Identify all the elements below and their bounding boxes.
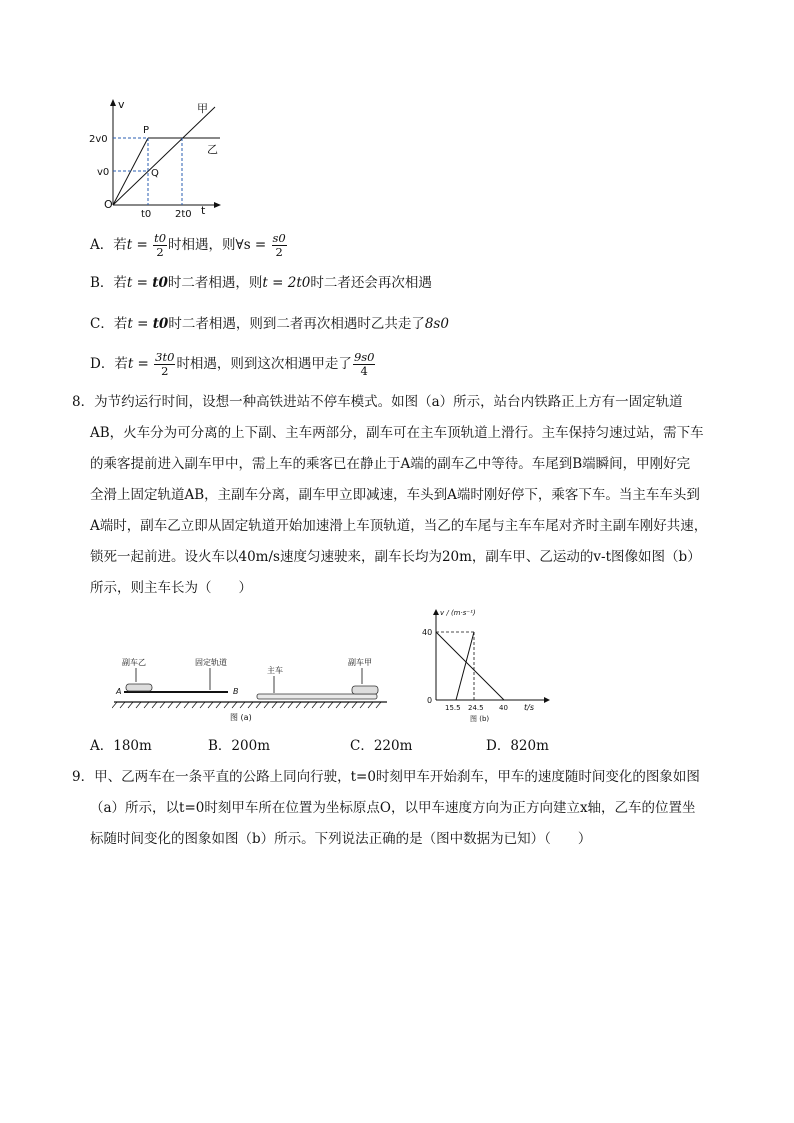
fig-a-fuche-jia: 副车甲: [348, 658, 372, 667]
opt-a-mid: 时相遇，则∀s: [168, 237, 251, 253]
opt-a-frac1-den: 2: [156, 245, 164, 259]
opt-a-frac1-num: t0: [154, 231, 167, 245]
opt-b-t2: t: [262, 275, 268, 291]
t-label: t: [201, 204, 206, 217]
fig-b-x-tick-24-5: 24.5: [468, 704, 484, 712]
opt-c-t: t: [127, 316, 133, 332]
opt-b-eq: =: [132, 275, 153, 291]
t-axis-arrow: [214, 202, 221, 208]
fig-a-car-yi: [126, 684, 152, 691]
q8-option-b: B．200m: [208, 738, 270, 754]
fig-a-zhuche: 主车: [267, 666, 283, 675]
q8-line-1: 8．为节约运行时间，设想一种高铁进站不停车模式。如图（a）所示，站台内铁路正上方有一固定轨道: [72, 394, 683, 410]
o-label: O: [104, 198, 113, 211]
opt-a-frac2: [272, 232, 287, 259]
q9-line-2: （a）所示，以t=0时刻甲车所在位置为坐标原点O，以甲车速度方向为正方向建立x轴，乙车的位置坐: [90, 800, 696, 816]
figure-a: [112, 648, 392, 726]
v-label: v: [118, 98, 125, 111]
opt-b-val: t0: [152, 275, 168, 291]
fig-a-main-train: [257, 694, 377, 699]
fig-a-fuche-yi: 副车乙: [122, 658, 146, 667]
fig-b-line-jia: [436, 632, 504, 700]
opt-d-eq: =: [133, 356, 154, 372]
q7-option-d: [90, 351, 376, 378]
opt-a-t: t: [126, 237, 133, 253]
opt-a-frac1: [153, 232, 167, 259]
vt-graph-q7: [85, 95, 235, 220]
opt-d-frac1-den: 2: [161, 364, 169, 378]
opt-d-frac1-num: 3t0: [155, 350, 175, 364]
opt-d-mid: 时相遇，则到这次相遇甲走了: [176, 356, 352, 372]
opt-b-mid: 时二者相遇，则: [167, 275, 263, 291]
opt-c-val2: 8s0: [424, 316, 449, 332]
q8-line-5: A端时，副车乙立即从固定轨道开始加速滑上车顶轨道，当乙的车尾与主车车尾对齐时主副车刚好共速，: [90, 518, 708, 534]
opt-c-eq: =: [132, 316, 153, 332]
tick-2v0: 2v0: [89, 134, 108, 145]
q-label: Q: [151, 168, 159, 179]
fig-b-origin: 0: [427, 696, 433, 705]
opt-d-frac2-den: 4: [360, 364, 368, 378]
tick-v0: v0: [97, 167, 110, 178]
q7-option-c: [90, 315, 449, 333]
fig-b-y-label: v / (m·s⁻¹): [440, 609, 476, 617]
opt-c-pre: C．若: [90, 316, 128, 332]
q7-option-b: [90, 274, 432, 292]
q8-line-4: 全滑上固定轨道AB，主副车分离，副车甲立即减速，车头到A端时刚好停下，乘客下车。当主车车头到: [90, 487, 700, 503]
opt-a-eq: =: [132, 237, 153, 253]
jia-label: 甲: [197, 102, 208, 115]
figure-b: [418, 606, 558, 724]
opt-b-eq2: =: [267, 275, 288, 291]
q9-line-3: 标随时间变化的图象如图（b）所示。下列说法正确的是（图中数据为已知）（ ）: [90, 831, 592, 847]
q8-option-d: D．820m: [486, 738, 549, 754]
opt-b-pre: B．若: [90, 275, 127, 291]
fig-b-line-yi: [456, 632, 474, 700]
fig-a-guding: 固定轨道: [195, 658, 227, 667]
fig-b-y-arrow: [433, 609, 439, 615]
q7-option-a: [90, 232, 288, 259]
yi-label: 乙: [207, 143, 218, 156]
fig-b-x-label: t/s: [524, 703, 534, 712]
opt-d-frac2: [353, 351, 376, 378]
fig-a-caption: 图 (a): [230, 713, 252, 722]
q9-line-1: 9．甲、乙两车在一条平直的公路上同向行驶，t=0时刻甲车开始刹车，甲车的速度随时间变化的图象如图: [72, 769, 700, 785]
fig-a-label-b: B: [233, 687, 239, 696]
opt-a-eq2: =: [250, 237, 271, 253]
opt-d-frac1: [154, 351, 175, 378]
v-axis-arrow: [110, 99, 116, 106]
fig-b-caption: 图 (b): [470, 715, 490, 723]
opt-d-frac2-num: 9s0: [353, 350, 375, 364]
p-label: P: [143, 125, 150, 136]
fig-b-y-tick: 40: [422, 628, 433, 637]
q8-option-c: C．220m: [350, 738, 413, 754]
opt-b-post: 时二者还会再次相遇: [310, 275, 432, 291]
line-jia: [113, 107, 215, 205]
q8-line-7: 所示，则主车长为（ ）: [90, 580, 252, 596]
opt-c-val: t0: [152, 316, 169, 332]
fig-a-ground-hatch: [112, 702, 381, 708]
opt-b-val2: 2t0: [287, 275, 311, 291]
opt-d-pre: D．若: [90, 356, 128, 372]
fig-b-x-arrow: [544, 697, 550, 703]
fig-b-x-tick-40: 40: [499, 704, 508, 712]
opt-a-frac2-den: 2: [275, 245, 283, 259]
q8-line-3: 的乘客提前进入副车甲中，需上车的乘客已在静止于A端的副车乙中等待。车尾到B端瞬间，甲刚好完: [90, 456, 691, 472]
opt-a-pre: A．若: [90, 237, 127, 253]
tick-t0: t0: [141, 209, 152, 220]
tick-2t0: 2t0: [175, 209, 192, 220]
opt-c-mid: 时二者相遇，则到二者再次相遇时乙共走了: [168, 316, 425, 332]
fig-a-label-a: A: [116, 687, 122, 696]
q8-line-6: 锁死一起前进。设火车以40m/s速度匀速驶来，副车长均为20m，副车甲、乙运动的v-t图像如图（b）: [90, 549, 701, 565]
q8-option-a: A．180m: [90, 738, 152, 754]
opt-a-frac2-num: s0: [272, 231, 286, 245]
opt-d-t: t: [127, 356, 134, 372]
fig-b-x-tick-15-5: 15.5: [445, 704, 461, 712]
q8-line-2: AB，火车分为可分离的上下副、主车两部分，副车可在主车顶轨道上滑行。主车保持匀速过站，需下车: [90, 425, 704, 441]
fig-a-car-jia: [352, 686, 378, 694]
opt-b-t: t: [126, 275, 133, 291]
